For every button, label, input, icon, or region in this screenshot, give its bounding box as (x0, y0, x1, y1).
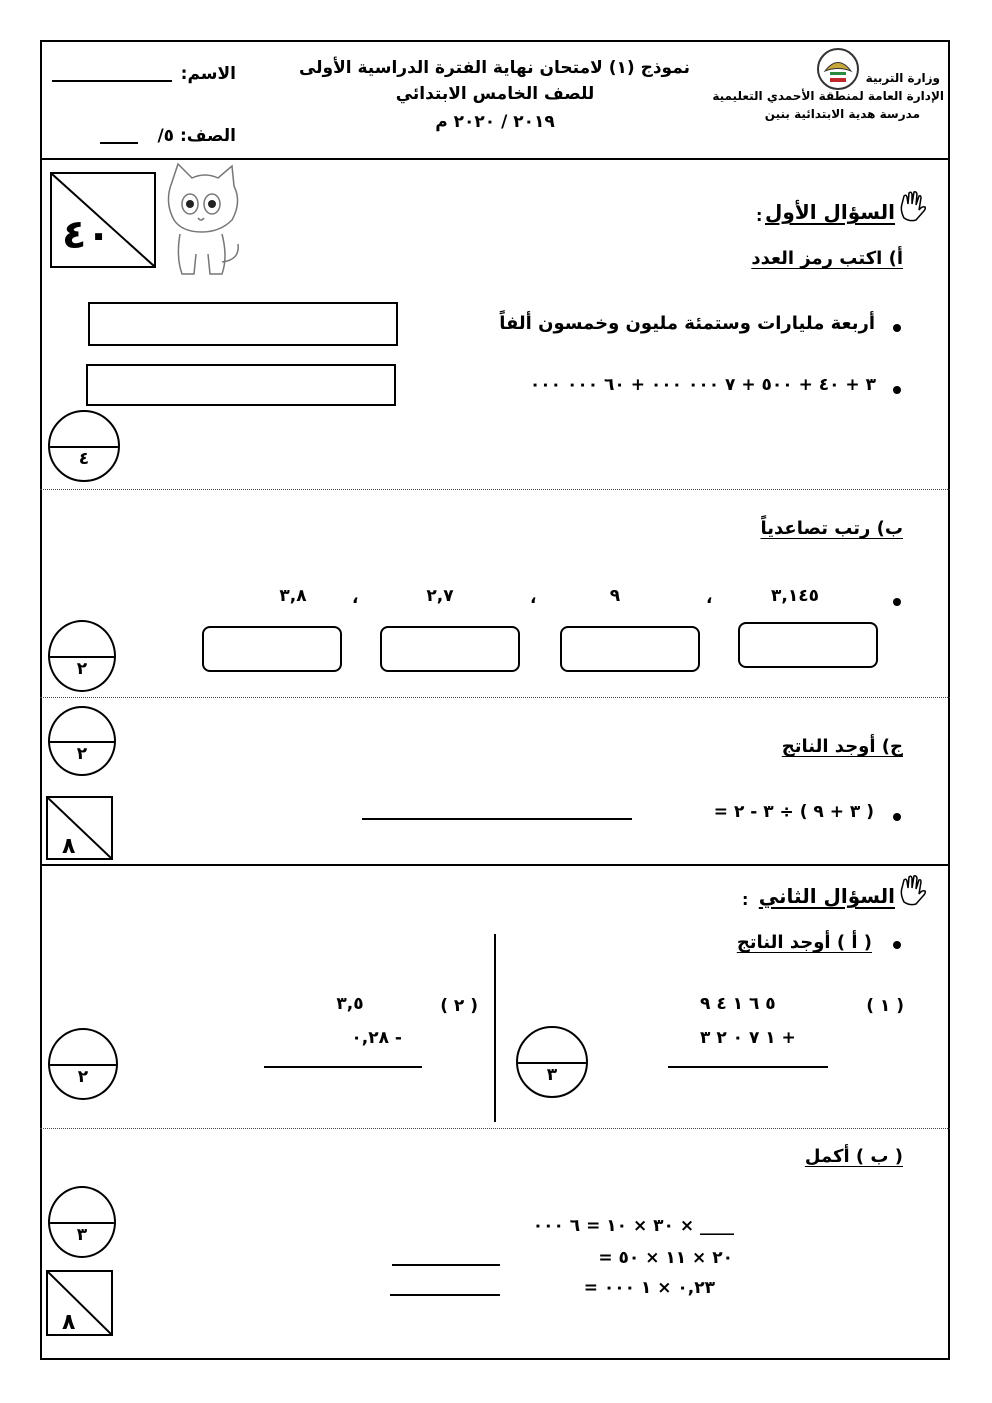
separator: ، (530, 588, 537, 608)
q1-c-label: ج) أوجد الناتج (781, 736, 903, 757)
q1-b-answer-3[interactable] (380, 626, 520, 672)
q2-colon: : (742, 890, 749, 909)
q1-c-expression: ( ٣ + ٩ ) ÷ ٣ - ٢ = (713, 802, 874, 822)
q1-b-answer-2[interactable] (560, 626, 700, 672)
bullet (893, 598, 901, 606)
q2-p2-bottom: - ٠,٢٨ (351, 1028, 402, 1048)
q1-b-number-4: ٣,٨ (279, 586, 307, 606)
q1-b-answer-4[interactable] (202, 626, 342, 672)
q1-c-score: ٢ (76, 743, 88, 764)
q1-a-item1: أربعة مليارات وستمئة مليون وخمسون ألفاً (499, 313, 875, 334)
exam-year: ٢٠١٩ / ٢٠٢٠ م (435, 112, 555, 132)
q1-b-number-3: ٢,٧ (426, 586, 454, 606)
bullet (893, 386, 901, 394)
q2-p1-label: ( ١ ) (866, 996, 904, 1016)
q2-section-score-box (46, 1270, 113, 1336)
q1-b-number-2: ٩ (609, 586, 621, 606)
raised-hand-icon (896, 874, 928, 906)
q1-colon: : (756, 206, 763, 225)
bullet (893, 941, 901, 949)
q1-section-score: ٨ (62, 834, 76, 859)
q1-b-number-1: ٣,١٤٥ (771, 586, 819, 606)
q2-p1-score-circle (516, 1026, 588, 1098)
q2-p2-label: ( ٢ ) (440, 996, 478, 1016)
q1-a-answer1[interactable] (88, 302, 398, 346)
q1-a-answer2[interactable] (86, 364, 396, 406)
separator: ، (706, 588, 713, 608)
section-divider (40, 1128, 950, 1129)
q2-p2-score-circle (48, 1028, 118, 1100)
q1-c-answer-line[interactable] (362, 818, 632, 820)
q2-p1-score: ٣ (546, 1064, 558, 1085)
q1-a-label: أ) اكتب رمز العدد (751, 248, 903, 269)
cartoon-cat-icon (160, 162, 246, 282)
name-field[interactable] (52, 80, 172, 82)
q1-b-score-circle (48, 620, 116, 692)
ministry-line-3: مدرسة هدية الابتدائية بنين (764, 107, 920, 121)
question-divider (40, 864, 950, 866)
total-score-value: ٤٠ (62, 212, 111, 258)
q1-section-score-box (46, 796, 113, 860)
exam-title: نموذج (١) لامتحان نهاية الفترة الدراسية الأولى (298, 58, 690, 78)
q2-a-label: ( أ ) أوجد الناتج (736, 932, 872, 953)
q2-p1-top: ٥ ٦ ١ ٤ ٩ (700, 994, 776, 1014)
q2-title: السؤال الثاني (758, 884, 895, 908)
q2-b-answer-line3[interactable] (390, 1294, 500, 1296)
q2-b-answer-line2[interactable] (392, 1264, 500, 1266)
q1-a-score-circle (48, 410, 120, 482)
name-label: الاسم: (180, 64, 236, 84)
class-label: الصف: ٥/ (157, 126, 236, 146)
q1-c-score-circle (48, 706, 116, 776)
q2-p2-answer-line[interactable] (264, 1066, 422, 1068)
q1-b-answer-1[interactable] (738, 622, 878, 668)
ministry-line-2: الإدارة العامة لمنطقة الأحمدي التعليمية (712, 89, 944, 103)
bullet (893, 324, 901, 332)
q2-b-score-circle (48, 1186, 116, 1258)
section-divider (40, 697, 950, 698)
q1-title: السؤال الأول (765, 200, 895, 224)
raised-hand-icon (896, 190, 928, 222)
q2-b-line1: ____ × ٣٠ × ١٠ = ٦ ٠٠٠ (532, 1216, 734, 1236)
q1-b-label: ب) رتب تصاعدياً (760, 518, 903, 539)
q2-p2-top: ٣,٥ (336, 994, 364, 1014)
class-field[interactable] (100, 142, 138, 144)
separator: ، (352, 588, 359, 608)
q2-p2-score: ٢ (77, 1066, 89, 1087)
q1-a-score: ٤ (78, 448, 90, 469)
q2-p1-answer-line[interactable] (668, 1066, 828, 1068)
total-score-box (50, 172, 156, 268)
column-divider (494, 934, 496, 1122)
q1-b-score: ٢ (76, 658, 88, 679)
section-divider (40, 489, 950, 490)
q2-section-score: ٨ (62, 1310, 76, 1335)
q2-b-label: ( ب ) أكمل (804, 1146, 903, 1167)
exam-grade: للصف الخامس الابتدائي (395, 84, 595, 104)
header-divider (40, 158, 950, 160)
bullet (893, 813, 901, 821)
q2-b-line2: ٢٠ × ١١ × ٥٠ = (598, 1248, 733, 1268)
q2-b-line3: ٠,٢٣ × ١ ٠٠٠ = (583, 1278, 715, 1298)
q1-a-item2: ٣ + ٤٠ + ٥٠٠ + ٧ ٠٠٠ ٠٠٠ + ٦٠ ٠٠٠ ٠٠٠ (529, 375, 876, 395)
q2-p1-bottom: + ١ ٧ ٠ ٢ ٣ (700, 1028, 796, 1048)
q2-b-score: ٣ (76, 1224, 88, 1245)
ministry-line-1: وزارة التربية (865, 71, 940, 85)
